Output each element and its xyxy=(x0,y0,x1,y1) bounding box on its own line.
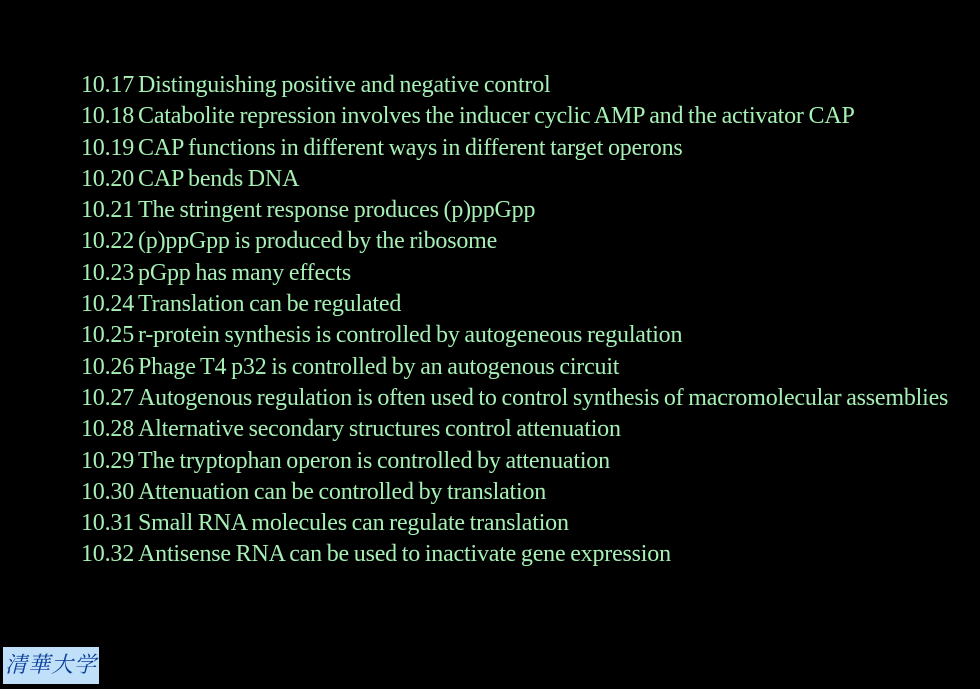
section-item xyxy=(81,352,961,383)
section-title: The stringent response produces (p)ppGpp xyxy=(138,197,536,224)
section-number: 10.27 xyxy=(81,384,135,411)
section-title: CAP bends DNA xyxy=(138,165,300,192)
section-number: 10.21 xyxy=(81,197,135,224)
section-number: 10.30 xyxy=(81,478,135,505)
section-item xyxy=(81,508,961,539)
section-item xyxy=(81,320,961,351)
section-item xyxy=(81,101,961,132)
section-number: 10.22 xyxy=(81,228,135,255)
section-title: r-protein synthesis is controlled by autogeneous regulation xyxy=(138,322,683,349)
section-number: 10.17 xyxy=(81,72,135,98)
section-item xyxy=(81,289,961,320)
section-number: 10.19 xyxy=(81,134,135,161)
section-item xyxy=(81,446,961,477)
section-item xyxy=(81,195,961,226)
section-title: (p)ppGpp is produced by the ribosome xyxy=(138,228,498,255)
section-title: CAP functions in different ways in different target operons xyxy=(138,134,683,161)
section-title: Translation can be regulated xyxy=(138,291,402,318)
section-title: pGpp has many effects xyxy=(138,259,351,286)
section-item xyxy=(81,414,961,445)
section-item xyxy=(81,133,961,164)
section-title: Small RNA molecules can regulate translation xyxy=(138,510,569,537)
section-title: Distinguishing positive and negative control xyxy=(138,72,551,98)
section-title: Antisense RNA can be used to inactivate gene expression xyxy=(138,541,671,568)
section-number: 10.26 xyxy=(81,353,135,380)
section-number: 10.28 xyxy=(81,416,135,443)
section-item xyxy=(81,383,961,414)
section-number: 10.20 xyxy=(81,165,135,192)
section-item xyxy=(81,164,961,195)
section-title: Alternative secondary structures control attenuation xyxy=(138,416,621,443)
section-item xyxy=(81,477,961,508)
section-title: The tryptophan operon is controlled by attenuation xyxy=(138,447,610,474)
section-item xyxy=(81,226,961,257)
section-number: 10.18 xyxy=(81,103,135,130)
section-number: 10.24 xyxy=(81,291,135,318)
section-item xyxy=(81,70,961,101)
section-title: Phage T4 p32 is controlled by an autogenous circuit xyxy=(138,353,620,380)
section-item xyxy=(81,258,961,289)
section-item xyxy=(81,539,961,570)
section-number: 10.23 xyxy=(81,259,135,286)
section-number: 10.25 xyxy=(81,322,135,349)
section-title: Autogenous regulation is often used to control synthesis of macromolecular assemblies xyxy=(138,384,949,411)
section-title: Attenuation can be controlled by translation xyxy=(138,478,547,505)
section-number: 10.31 xyxy=(81,510,135,537)
university-logo: 清華大学 xyxy=(3,647,99,684)
section-title: Catabolite repression involves the inducer cyclic AMP and the activator CAP xyxy=(138,103,855,130)
section-number: 10.29 xyxy=(81,447,135,474)
section-number: 10.32 xyxy=(81,541,135,568)
section-list xyxy=(81,70,961,571)
